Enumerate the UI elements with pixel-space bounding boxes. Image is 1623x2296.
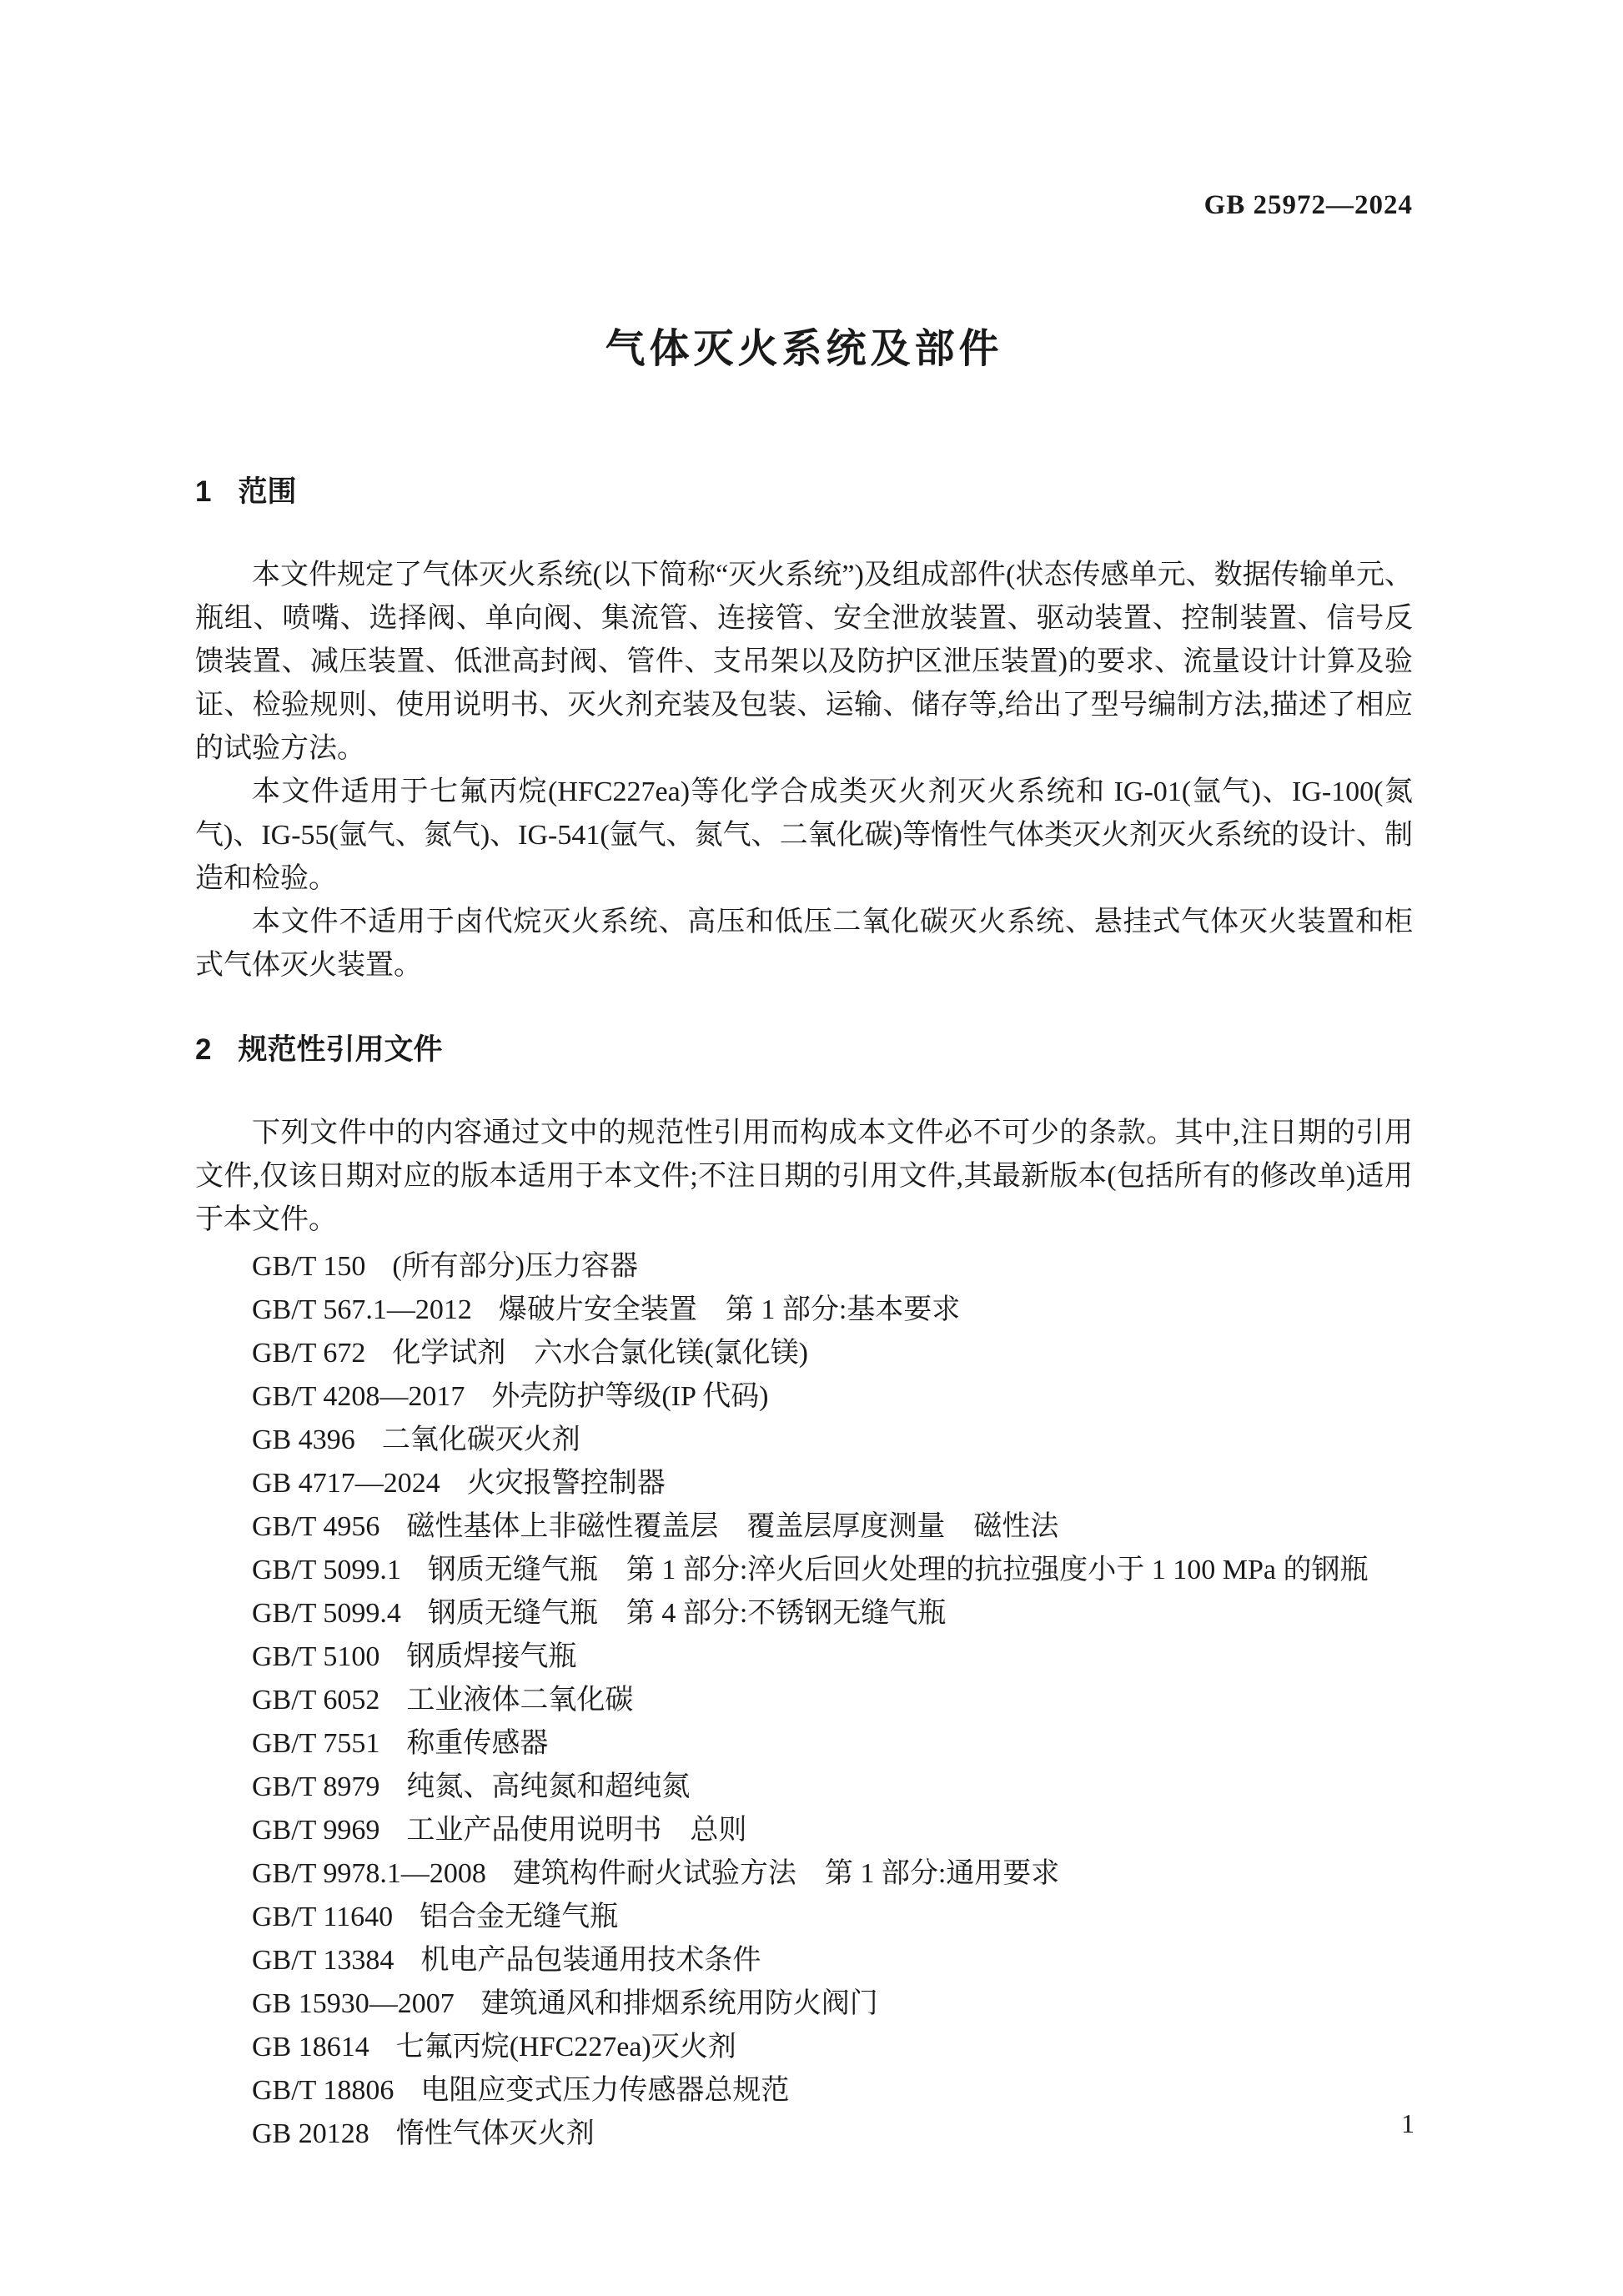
reference-code: GB/T 150 [252, 1251, 366, 1282]
reference-title: 爆破片安全装置 第 1 部分:基本要求 [498, 1294, 961, 1325]
reference-item [252, 1549, 1413, 1592]
reference-title: 钢质焊接气瓶 [406, 1641, 577, 1672]
reference-code: GB 18614 [252, 2032, 369, 2062]
section-2-heading [195, 1028, 1413, 1072]
reference-code: GB/T 4208—2017 [252, 1381, 465, 1412]
reference-title: 建筑通风和排烟系统用防火阀门 [480, 1988, 878, 2019]
reference-code: GB/T 567.1—2012 [252, 1294, 472, 1325]
reference-title: 建筑构件耐火试验方法 第 1 部分:通用要求 [512, 1858, 1060, 1889]
reference-title: 机电产品包装通用技术条件 [420, 1945, 761, 1976]
section-1-heading [195, 470, 1413, 514]
reference-item [252, 1982, 1413, 2026]
reference-item [252, 1809, 1413, 1852]
reference-code: GB/T 5100 [252, 1641, 380, 1672]
reference-code: GB 4717—2024 [252, 1468, 440, 1499]
reference-item [252, 1289, 1413, 1332]
reference-item [252, 2026, 1413, 2069]
reference-code: GB/T 6052 [252, 1685, 380, 1716]
reference-item [252, 1896, 1413, 1939]
reference-item [252, 1505, 1413, 1549]
reference-title: 火灾报警控制器 [466, 1468, 666, 1499]
reference-item [252, 1592, 1413, 1635]
reference-title: 铝合金无缝气瓶 [420, 1902, 619, 1932]
reference-title: 工业产品使用说明书 总则 [406, 1815, 747, 1846]
reference-item [252, 1635, 1413, 1679]
reference-code: GB 20128 [252, 2118, 369, 2149]
doc-title: 气体灭火系统及部件 [605, 327, 1003, 371]
reference-code: GB/T 8979 [252, 1771, 380, 1802]
reference-title: 磁性基体上非磁性覆盖层 覆盖层厚度测量 磁性法 [406, 1511, 1059, 1542]
reference-code: GB/T 9969 [252, 1815, 380, 1846]
reference-title: 七氟丙烷(HFC227ea)灭火剂 [395, 2032, 736, 2062]
reference-code: GB/T 9978.1—2008 [252, 1858, 486, 1889]
section-2-title: 规范性引用文件 [238, 1033, 443, 1066]
reference-code: GB/T 18806 [252, 2075, 394, 2106]
reference-item [252, 1722, 1413, 1766]
reference-item [252, 1679, 1413, 1722]
reference-title: 电阻应变式压力传感器总规范 [420, 2075, 790, 2106]
page-content [195, 0, 1413, 2156]
reference-item [252, 1375, 1413, 1419]
reference-title: 二氧化碳灭火剂 [381, 1424, 580, 1455]
reference-item [252, 1332, 1413, 1375]
reference-code: GB/T 11640 [252, 1902, 394, 1932]
paragraph: 本文件不适用于卤代烷灭火系统、高压和低压二氧化碳灭火系统、悬挂式气体灭火装置和柜式气体灭火装置。 [195, 907, 1413, 981]
reference-code: GB/T 672 [252, 1338, 366, 1369]
section-2-number: 2 [195, 1033, 212, 1066]
reference-code: GB 15930—2007 [252, 1988, 455, 2019]
section-1-title: 范围 [238, 475, 297, 508]
reference-title: 称重传感器 [406, 1728, 549, 1759]
reference-item [252, 2069, 1413, 2113]
paragraph: 下列文件中的内容通过文中的规范性引用而构成本文件必不可少的条款。其中,注日期的引用文件,仅该日期对应的版本适用于本文件;不注日期的引用文件,其最新版本(包括所有的修改单)适用于本文件。 [195, 1118, 1413, 1235]
reference-title: 钢质无缝气瓶 第 1 部分:淬火后回火处理的抗拉强度小于 1 100 MPa 的钢瓶 [427, 1555, 1369, 1585]
reference-title: 纯氮、高纯氮和超纯氮 [406, 1771, 691, 1802]
reference-title: 钢质无缝气瓶 第 4 部分:不锈钢无缝气瓶 [427, 1598, 947, 1629]
doc-code: GB 25972—2024 [1203, 190, 1413, 220]
page-number: 1 [1401, 2108, 1414, 2138]
reference-item [252, 1462, 1413, 1505]
reference-item [252, 2113, 1413, 2156]
reference-item [252, 1939, 1413, 1982]
reference-title: 外壳防护等级(IP 代码) [491, 1381, 769, 1412]
paragraph: 本文件规定了气体灭火系统(以下简称“灭火系统”)及组成部件(状态传感单元、数据传输单元、瓶组、喷嘴、选择阀、单向阀、集流管、连接管、安全泄放装置、驱动装置、控制装置、信号反馈装置、减压装置、低泄高封阀、管件、支吊架以及防护区泄压装置)的要求、流量设计计算及验证、检验规则、使用说明书、灭火剂充装及包装、运输、储存等,给出了型号编制方法,描述了相应的试验方法。 [195, 560, 1413, 764]
paragraph: 本文件适用于七氟丙烷(HFC227ea)等化学合成类灭火剂灭火系统和 IG-01(氩气)、IG-100(氮气)、IG-55(氩气、氮气)、IG-541(氩气、氮气、二氧化碳)等惰性气体类灭火剂灭火系统的设计、制造和检验。 [195, 776, 1414, 894]
reference-code: GB 4396 [252, 1424, 355, 1455]
reference-title: 惰性气体灭火剂 [395, 2118, 595, 2149]
reference-code: GB/T 5099.1 [252, 1555, 401, 1585]
reference-item [252, 1419, 1413, 1462]
reference-title: 工业液体二氧化碳 [406, 1685, 634, 1716]
reference-code: GB/T 4956 [252, 1511, 380, 1542]
reference-list [195, 1245, 1413, 2156]
reference-code: GB/T 13384 [252, 1945, 394, 1976]
reference-code: GB/T 5099.4 [252, 1598, 401, 1629]
reference-item [252, 1766, 1413, 1809]
reference-item [252, 1245, 1413, 1289]
reference-item [252, 1852, 1413, 1896]
section-1-number: 1 [195, 475, 212, 508]
reference-title: 化学试剂 六水合氯化镁(氯化镁) [392, 1338, 808, 1369]
reference-title: (所有部分)压力容器 [392, 1251, 638, 1282]
reference-code: GB/T 7551 [252, 1728, 380, 1759]
